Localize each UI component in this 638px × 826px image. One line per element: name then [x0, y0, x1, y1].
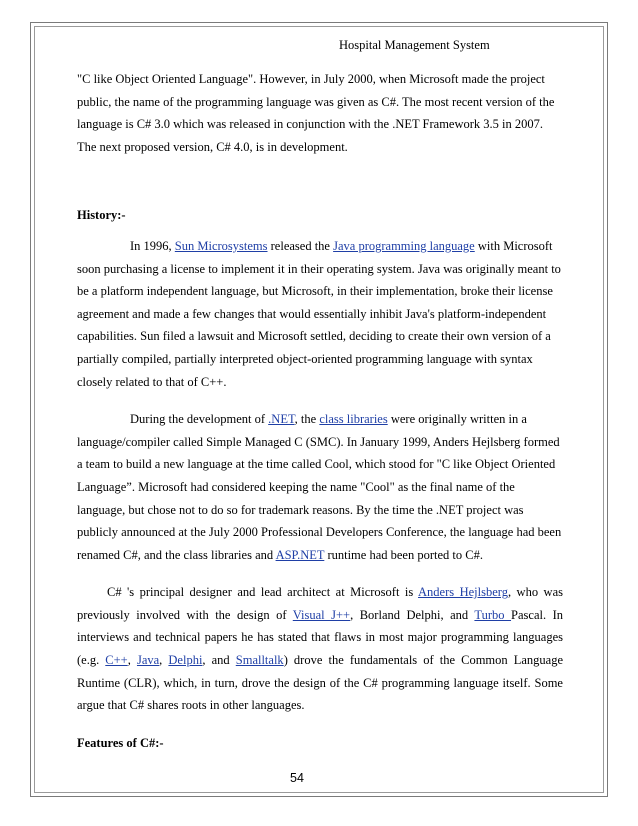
link-anders-hejlsberg[interactable]: Anders Hejlsberg [418, 585, 508, 600]
link-smalltalk[interactable]: Smalltalk [235, 653, 284, 668]
link-class-libraries[interactable]: class libraries [319, 412, 388, 427]
history-paragraph-2: During the development of .NET, the class libraries were originally written in a language/compiler called Simple Managed C (SMC). In January 1999, Anders Hejlsberg formed a team to build a new language at the time called Cool, which stood for "C like Object Oriented Language”. Microsoft had considered keeping the name "Cool" as the final name of the language, but chose not to do so for trademark reasons. By the time the .NET project was publicly announced at the July 2000 Professional Developers Conference, the language had been renamed C#, and the class libraries and ASP.NET runtime had been ported to C#. [77, 412, 562, 562]
history-paragraph-3: C# 's principal designer and lead architect at Microsoft is Anders Hejlsberg, who was previously involved with the design of Visual J++, Borland Delphi, and Turbo Pascal. In interviews and technical papers he has stated that flaws in most major programming languages (e.g. C++, Java, Delphi, and Smalltalk) drove the fundamentals of the Common Language Runtime (CLR), which, in turn, drove the design of the C# programming language itself. Some argue that C# shares roots in other languages. [77, 585, 564, 713]
link-java-programming-language[interactable]: Java programming language [333, 238, 475, 253]
link-dotnet[interactable]: .NET [268, 412, 295, 427]
features-heading: Features of C#:- [77, 735, 164, 750]
link-cpp[interactable]: C++ [105, 653, 128, 668]
link-asp-net[interactable]: ASP.NET [275, 547, 325, 562]
link-sun-microsystems[interactable]: Sun Microsystems [174, 238, 268, 253]
link-turbo[interactable]: Turbo [474, 607, 512, 622]
running-header: Hospital Management System [339, 38, 490, 52]
history-paragraph-1: In 1996, Sun Microsystems released the Java programming language with Microsoft soon purchasing a license to implement it in their operating system. Java was originally meant to be a platform independent language, but Microsoft, in their implementation, broke their license agreement and made a few changes that would essentially inhibit Java's platform-independent capabilities. Sun filed a lawsuit and Microsoft settled, deciding to create their own version of a partially compiled, partially interpreted object-oriented programming language with syntax closely related to that of C++. [77, 238, 561, 389]
link-visual-jpp[interactable]: Visual J++ [292, 607, 351, 622]
page-number: 54 [290, 771, 304, 785]
link-java[interactable]: Java [136, 653, 160, 668]
history-heading: History:- [77, 208, 126, 223]
document-body [77, 68, 563, 754]
intro-paragraph: "C like Object Oriented Language". However, in July 2000, when Microsoft made the project public, the name of the programming language was given as C#. The most recent version of the language is C# 3.0 which was released in conjunction with the .NET Framework 3.5 in 2007. The next proposed version, C# 4.0, is in development. [77, 72, 555, 154]
link-delphi[interactable]: Delphi [168, 653, 203, 668]
